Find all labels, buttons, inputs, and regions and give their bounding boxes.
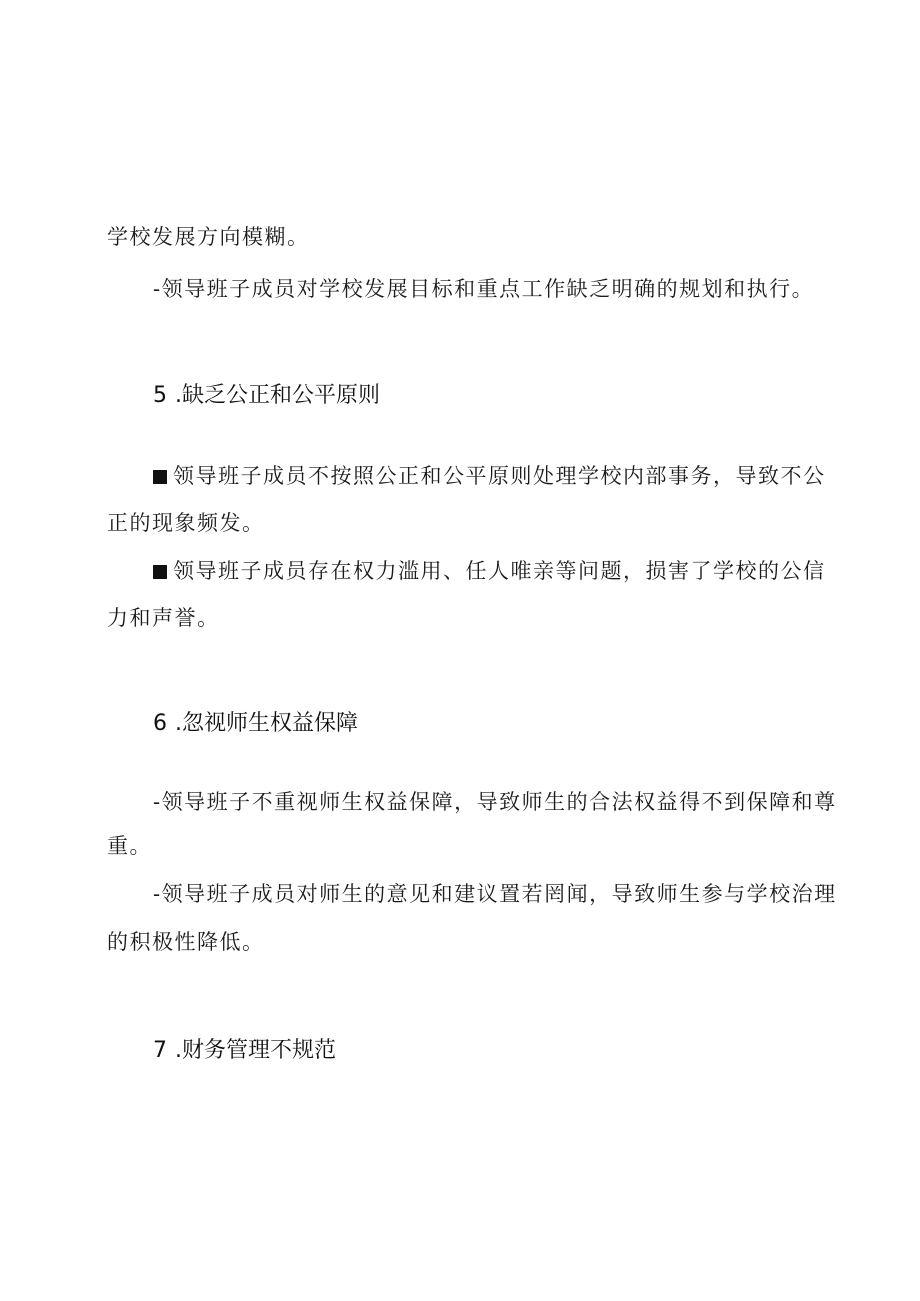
- list-item-continuation: 正的现象频发。: [107, 511, 265, 535]
- list-item: [153, 461, 826, 491]
- section-title: .忽视师生权益保障: [175, 711, 358, 736]
- list-item: -领导班子不重视师生权益保障，导致师生的合法权益得不到保障和尊: [153, 790, 837, 814]
- list-item-continuation: 力和声誉。: [107, 606, 220, 630]
- section-number: 5: [153, 383, 167, 408]
- list-item-continuation: 的积极性降低。: [107, 930, 265, 954]
- list-item: -领导班子成员对学校发展目标和重点工作缺乏明确的规划和执行。: [153, 277, 815, 301]
- section-heading-5: [153, 380, 380, 412]
- list-item: [153, 556, 826, 586]
- list-item-text: 领导班子成员存在权力滥用、任人唯亲等问题，损害了学校的公信: [173, 559, 826, 583]
- section-number: 7: [153, 1038, 167, 1063]
- section-title: .缺乏公正和公平原则: [175, 383, 380, 408]
- list-item: -领导班子成员对师生的意见和建议置若罔闻，导致师生参与学校治理: [153, 882, 837, 906]
- section-number: 6: [153, 711, 167, 736]
- paragraph-continuation: 学校发展方向模糊。: [107, 225, 310, 249]
- section-title: .财务管理不规范: [175, 1038, 336, 1063]
- square-bullet-icon: [153, 565, 167, 579]
- list-item-text: 领导班子成员不按照公正和公平原则处理学校内部事务，导致不公: [173, 464, 826, 488]
- section-heading-7: [153, 1035, 336, 1067]
- square-bullet-icon: [153, 470, 167, 484]
- section-heading-6: [153, 708, 358, 740]
- list-item-continuation: 重。: [107, 834, 152, 858]
